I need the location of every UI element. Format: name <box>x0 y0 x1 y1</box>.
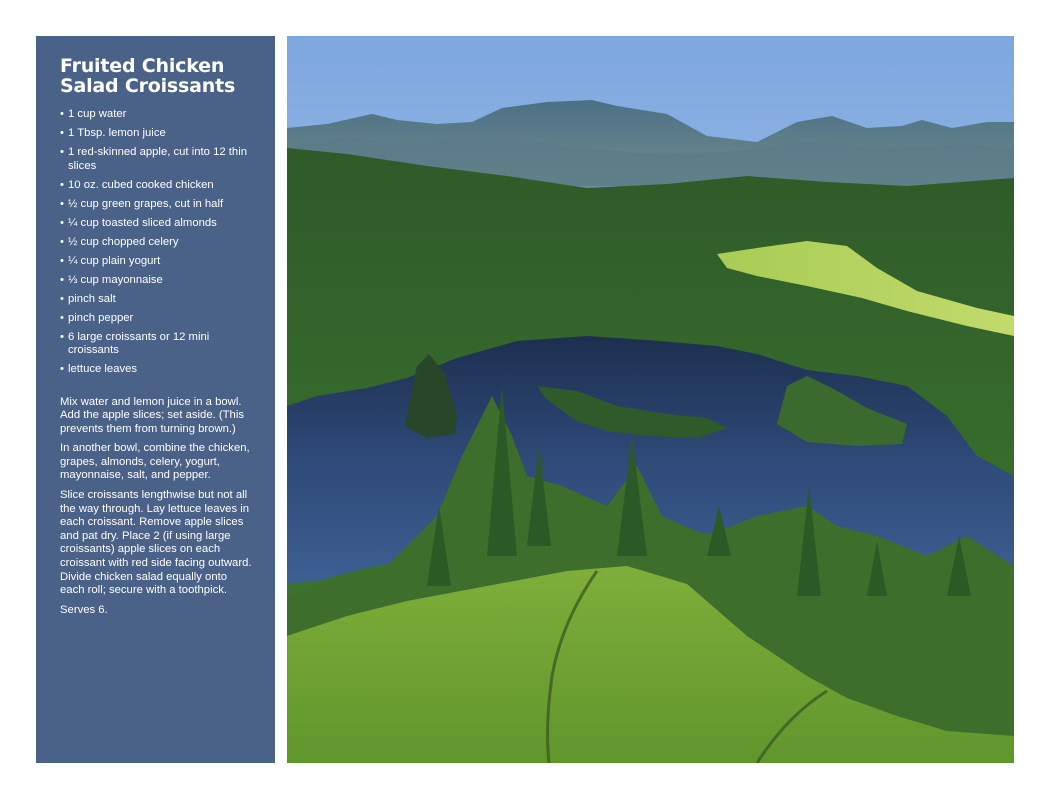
bullet: • <box>60 197 64 210</box>
ingredient-item: • 6 large croissants or 12 mini croissants <box>60 330 210 356</box>
recipe-title-line-1: Fruited Chicken <box>60 55 225 77</box>
bullet: • <box>60 216 64 229</box>
ingredient-item: • 1 red-skinned apple, cut into 12 thin slices <box>60 146 247 172</box>
ingredient-item: • 1 Tbsp. lemon juice <box>60 127 166 139</box>
bullet: • <box>60 235 64 248</box>
ingredient-item: • ½ cup green grapes, cut in half <box>60 197 224 210</box>
ingredient-item: • ¼ cup toasted sliced almonds <box>60 216 217 229</box>
ingredient-item: • pinch salt <box>60 292 116 305</box>
ingredient-item: • lettuce leaves <box>60 363 138 375</box>
ingredient-item: • ⅓ cup mayonnaise <box>60 273 163 286</box>
bullet: • <box>60 273 64 286</box>
landscape-photo <box>287 36 1014 763</box>
bullet: • <box>60 127 64 139</box>
ingredient-item: • 1 cup water <box>60 108 127 120</box>
instructions <box>60 396 253 618</box>
instruction-step: Mix water and lemon juice in a bowl. Add the apple slices; set aside. (This prevents them from turning brown.) <box>60 395 244 435</box>
instruction-step: In another bowl, combine the chicken, grapes, almonds, celery, yogurt, mayonnaise, salt, and pepper. <box>60 442 250 482</box>
ingredient-item: • ½ cup chopped celery <box>60 235 179 248</box>
bullet: • <box>60 330 64 343</box>
ingredient-item: • 10 oz. cubed cooked chicken <box>60 178 214 191</box>
landscape-illustration <box>287 36 1014 763</box>
recipe-title <box>60 56 253 96</box>
servings: Serves 6. <box>60 603 108 616</box>
ingredient-list <box>60 108 253 377</box>
bullet: • <box>60 108 64 120</box>
recipe-title-line-2: Salad Croissants <box>60 75 236 97</box>
instruction-step: Slice croissants lengthwise but not all the way through. Lay lettuce leaves in each croissant. Remove apple slices and pat dry. Place 2 (if using large croissants) apple slices on each croissant with red side facing outward. Divide chicken salad equally onto each roll; secure with a toothpick. <box>60 489 252 597</box>
recipe-panel <box>36 36 275 763</box>
bullet: • <box>60 363 64 375</box>
bullet: • <box>60 146 64 158</box>
ingredient-item: • ¼ cup plain yogurt <box>60 254 161 267</box>
bullet: • <box>60 254 64 267</box>
bullet: • <box>60 292 64 305</box>
ingredient-item: • pinch pepper <box>60 311 134 324</box>
bullet: • <box>60 311 64 324</box>
bullet: • <box>60 178 64 191</box>
